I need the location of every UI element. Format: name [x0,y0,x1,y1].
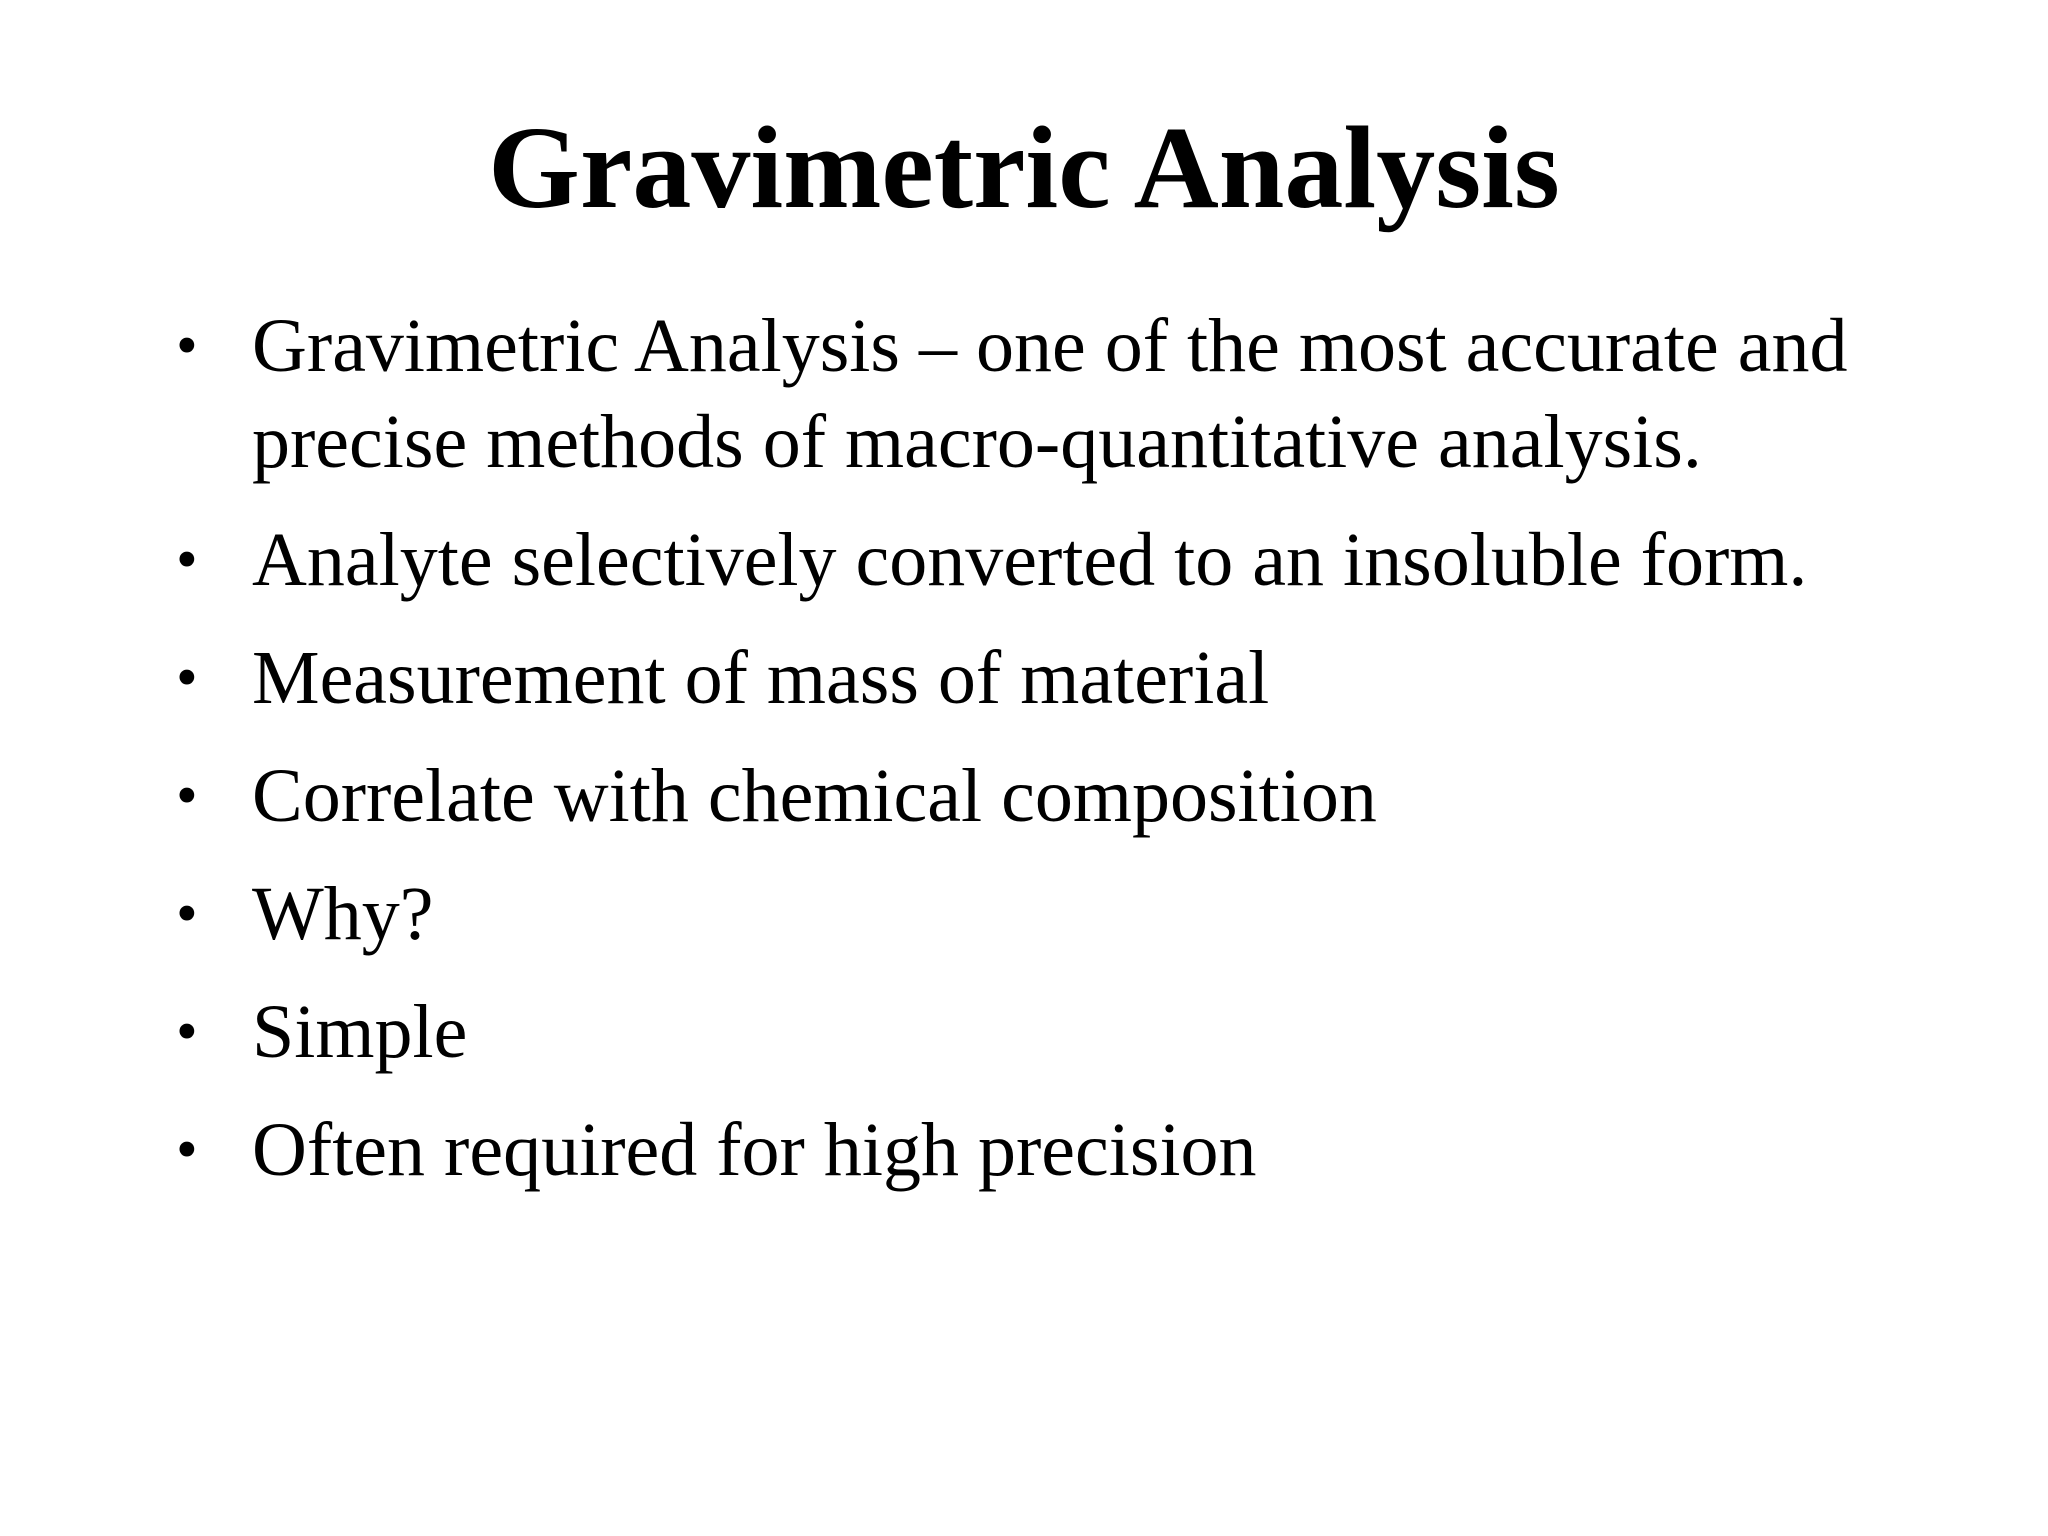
bullet-text: Why? [252,872,434,956]
bullet-item [168,866,1868,962]
bullet-text: Correlate with chemical composition [252,754,1377,838]
slide-title: Gravimetric Analysis [488,102,1560,233]
bullet-item [168,298,1868,490]
bullet-item [168,630,1868,726]
bullet-list [168,298,1868,1220]
bullet-item [168,1102,1868,1198]
bullet-dot-icon: • [176,526,198,594]
bullet-dot-icon: • [176,998,198,1066]
bullet-text: Often required for high precision [252,1108,1257,1192]
bullet-dot-icon: • [176,762,198,830]
bullet-text: Simple [252,990,468,1074]
bullet-text: Analyte selectively converted to an insoluble form. [252,518,1808,602]
bullet-text: Measurement of mass of material [252,636,1270,720]
bullet-dot-icon: • [176,1116,198,1184]
bullet-item [168,984,1868,1080]
bullet-dot-icon: • [176,644,198,712]
bullet-item [168,512,1868,608]
bullet-item [168,748,1868,844]
bullet-dot-icon: • [176,880,198,948]
bullet-dot-icon: • [176,312,198,380]
bullet-text: Gravimetric Analysis – one of the most accurate and precise methods of macro-quantitative analysis. [252,304,1848,484]
